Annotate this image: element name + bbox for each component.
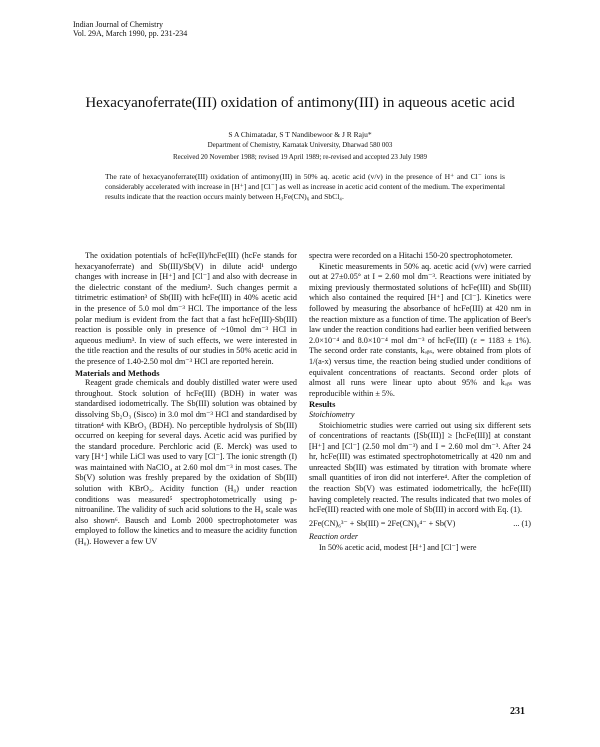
methods-heading: Materials and Methods: [75, 367, 160, 378]
paper-title: Hexacyanoferrate(III) oxidation of antimony(III) in aqueous acetic acid: [85, 95, 515, 111]
authors: S A Chimatadar, S T Nandibewoor & J R Raju*: [228, 130, 372, 139]
right-column: [309, 251, 531, 554]
equation-1: [309, 519, 531, 530]
stoichiometry-paragraph: Stoichiometric studies were carried out using six different sets of concentrations of reactants ([Sb(III)] ≥ [hcFe(III)] at constant [H⁺] and [Cl⁻] (2.50 mol dm⁻³) and I = 2.60 mol dm⁻³. After 24 hr, hcFe(III) was estimated spectrophotometrically at 420 nm and unreacted Sb(III) was estimated by titration with bromate where small quantities of iron did not interfere⁴. After the completion of the reaction Sb(V) was estimated iodometrically, the hcFe(III) having completely reacted. The results indicated that two moles of hcFe(III) reacted with one mole of Sb(III) in accord with Eq. (1).: [309, 420, 531, 515]
left-column: [75, 251, 297, 548]
intro-paragraph: The oxidation potentials of hcFe(II)/hcFe(III) (hcFe stands for hexacyanoferrate) and Sb(III)/Sb(V) in dilute acid¹ undergo changes with increase in [H⁺] and [Cl⁻] and also with decrease in the dielectric constant of the medium². Such changes permit a titrimetric estimation³ of Sb(III) with hcFe(III) in 40% acetic acid in the presence of 5.0 mol dm⁻³ HCl. The importance of the less polar medium is evident from the fact that a fast hcFe(III)-Sb(III) reaction is possible only in presence of ~10mol dm⁻³ HCl in aqueous medium³. In view of such effects, we were interested in the title reaction and the results of our studies in 50% acetic acid in the presence of 1.40-2.50 mol dm⁻³ HCl are reported herein.: [75, 251, 297, 366]
continued-paragraph: spectra were recorded on a Hitachi 150-20 spectrophotometer.: [309, 251, 513, 260]
journal-name: Indian Journal of Chemistry: [73, 20, 163, 29]
stoichiometry-heading: Stoichiometry: [309, 409, 355, 419]
kinetic-paragraph: Kinetic measurements in 50% aq. acetic acid (v/v) were carried out at 27±0.05° at I = 2.60 mol dm⁻³. Reactions were initiated by mixing previously thermostated solutions of hcFe(III) and Sb(III) which also contained the required [H⁺] and [Cl⁻]. Kinetics were followed by measuring the absorbance of hcFe(III) at 420 nm in the reaction mixture as a function of time. The application of Beer's law under the reaction conditions had earlier been verified between 2.0×10⁻⁴ and 8.0×10⁻⁴ mol dm⁻³ of hcFe(III) (ε = 1183 ± 1%). The second order rate constants, kₒᵦₛ, were obtained from plots of 1/(a-x) versus time, the reaction being studied under conditions of equivalent concentrations of reactants. Second order plots of almost all runs were linear upto about 95% and kₒᵦₛ was reproducible within ± 5%.: [309, 261, 531, 398]
reaction-order-heading: Reaction order: [309, 532, 359, 542]
journal-header: [73, 20, 187, 38]
results-heading: Results: [309, 399, 336, 410]
methods-paragraph: Reagent grade chemicals and doubly distilled water were used throughout. Stock solution of hcFe(III) (BDH) in water was standardised iodometrically. The Sb(III) solution was obtained by dissolving Sb₂O₃ (Sisco) in 3.0 mol dm⁻³ HCl and standardised by titration⁴ with KBrO₃ (BDH). No perceptible hydrolysis of Sb(III) occurred on keeping for several days. Acetic acid was purified by the standard procedure. Perchloric acid (E. Merck) was used to vary [H⁺] while LiCl was used to vary [Cl⁻]. The ionic strength (I) was maintained with NaClO₄ at 2.60 mol dm⁻³ in most cases. The Sb(V) solution was freshly prepared by the oxidation of Sb(III) solution with KBrO₃. Acidity function (H₀) under reaction conditions was measured⁵ spectrophotometrically using p-nitroaniline. The validity of such acid solutions to the H₀ scale was also shown⁶. Bausch and Lomb 2000 spectrophotometer was employed to follow the kinetics and to measure the acidity function (H₀). However a few UV: [75, 378, 297, 547]
page-number: 231: [510, 706, 525, 717]
affiliation: Department of Chemistry, Karnatak University, Dharwad 580 003: [207, 141, 393, 149]
journal-volume: Vol. 29A, March 1990, pp. 231-234: [73, 29, 188, 38]
equation-number: ... (1): [513, 518, 531, 528]
received-dates: Received 20 November 1988; revised 19 April 1989; re-revised and accepted 23 July 1989: [172, 153, 428, 161]
equation-text: 2Fe(CN)₆³⁻ + Sb(III) = 2Fe(CN)₆⁴⁻ + Sb(V): [309, 518, 456, 528]
abstract: The rate of hexacyanoferrate(III) oxidation of antimony(III) in 50% aq. acetic acid (v/v) in the presence of H⁺ and Cl⁻ ions is considerably accelerated with increase in [H⁺] and [Cl⁻] as well as increase in acetic acid content of the medium. The experimental results indicate that the reaction occurs mainly between H₃Fe(CN)₆ and SbCl₄.: [105, 172, 505, 201]
reaction-order-paragraph: In 50% acetic acid, modest [H⁺] and [Cl⁻] were: [319, 543, 477, 553]
